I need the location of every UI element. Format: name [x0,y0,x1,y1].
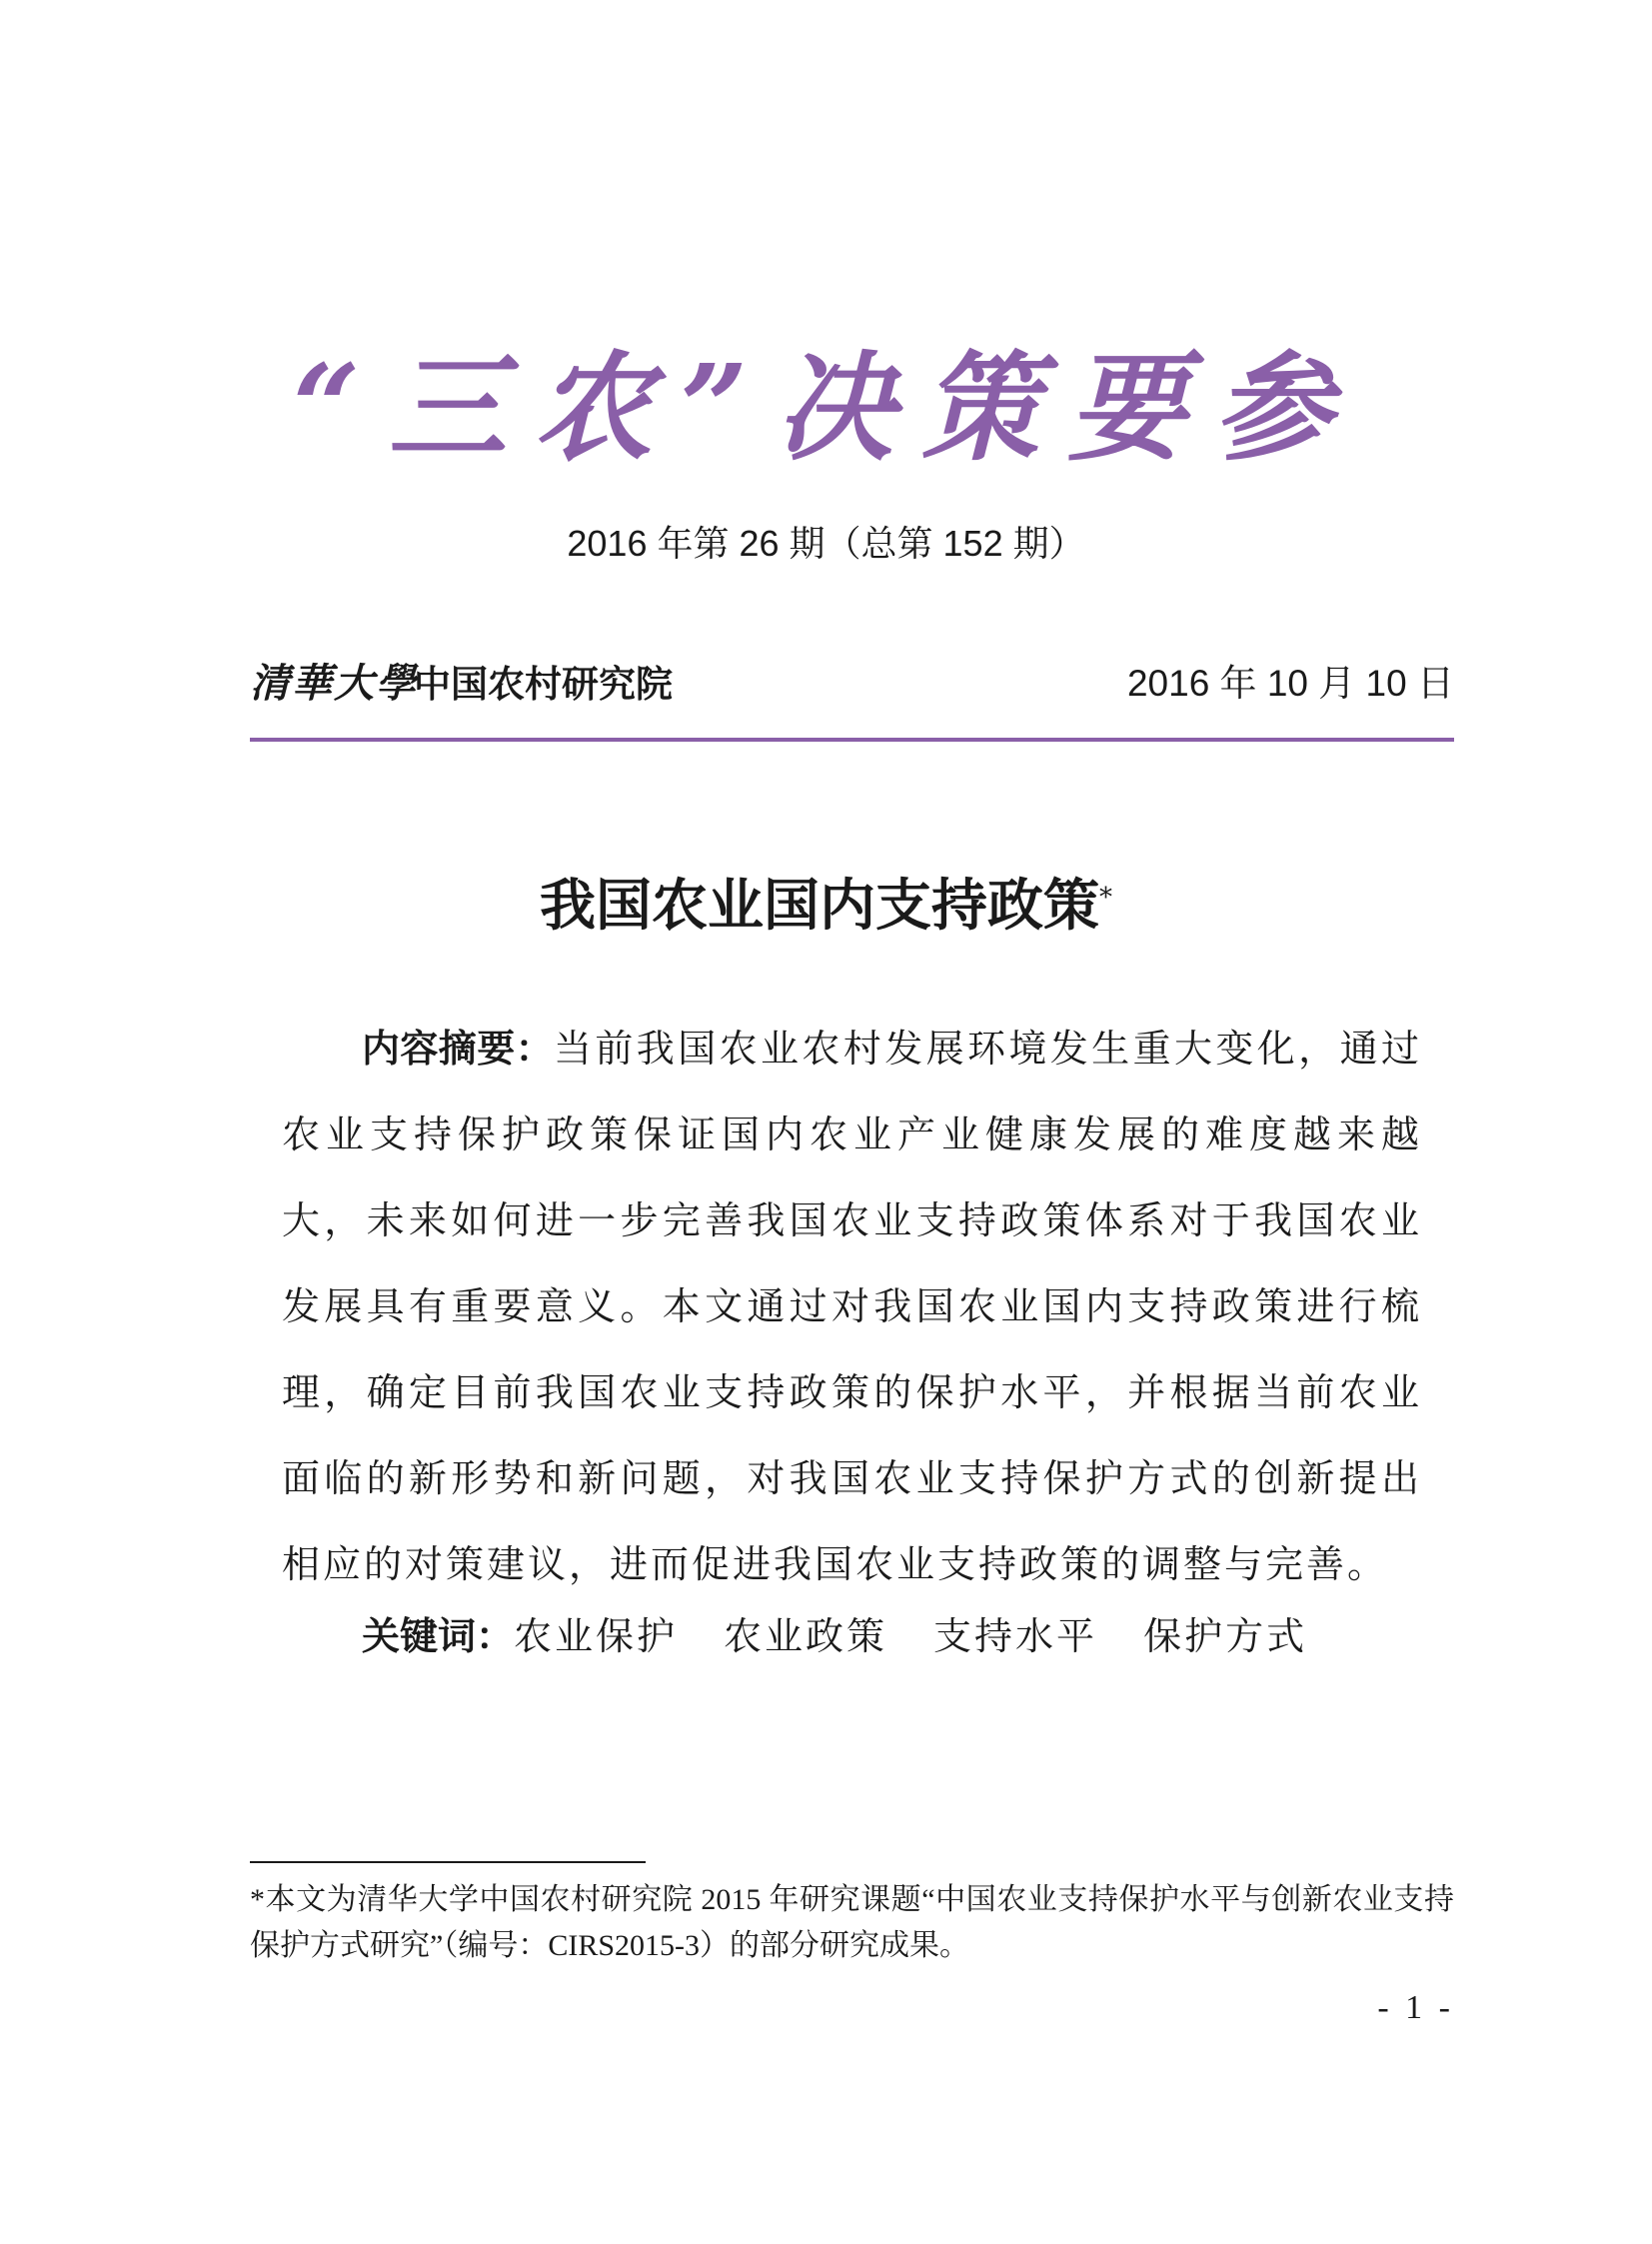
abstract-text: 当前我国农业农村发展环境发生重大变化，通过农业支持保护政策保证国内农业产业健康发展的难度越来越大，未来如何进一步完善我国农业支持政策体系对于我国农业发展具有重要意义。本文通过对我国农业国内支持政策进行梳理，确定目前我国农业支持政策的保护水平，并根据当前农业面临的新形势和新问题，对我国农业支持保护方式的创新提出相应的对策建议，进而促进我国农业支持政策的调整与完善。 [282,1027,1422,1586]
footnote-divider [250,1861,646,1863]
institute-name: 中国农村研究院 [414,662,673,706]
keyword: 支持水平 [933,1614,1098,1658]
keyword: 农业保护 [514,1614,679,1658]
header-divider [250,738,1454,742]
keywords-label: 关键词： [362,1614,515,1658]
footnote: *本文为清华大学中国农村研究院 2015 年研究课题“中国农业支持保护水平与创新农业支持保护方式研究”（编号：CIRS2015-3）的部分研究成果。 [250,1883,1454,1962]
publication-date: 2016 年 10 月 10 日 [1126,663,1454,704]
article-title [0,868,1652,944]
masthead-title: “三农”决策要参 [292,338,1360,477]
header-row [250,656,1454,712]
abstract-label: 内容摘要： [362,1027,554,1071]
title-footnote-mark: * [1099,883,1112,913]
keywords-line [362,1601,1422,1671]
issue-number: 2016 年第 26 期（总第 152 期） [567,523,1085,564]
university-logo-text: 清華大學 [250,660,418,707]
abstract-paragraph [282,1006,1422,1607]
keyword: 农业政策 [724,1614,888,1658]
keyword: 保护方式 [1143,1614,1308,1658]
page-number: - 1 - [1377,1989,1454,2026]
article-title-text: 我国农业国内支持政策 [540,873,1099,939]
